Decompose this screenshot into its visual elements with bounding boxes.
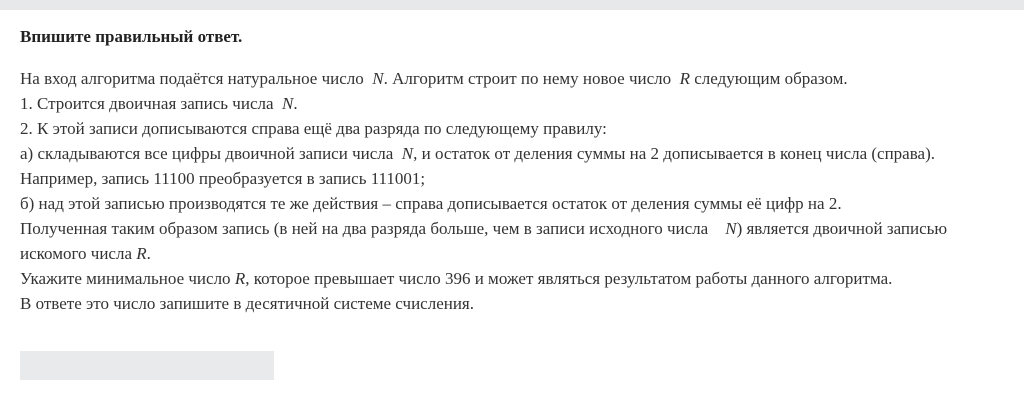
problem-line-9 (20, 266, 1010, 291)
variable-r: R (234, 269, 246, 288)
problem-line-2 (20, 91, 1010, 116)
problem-line-4 (20, 141, 1010, 166)
problem-line-8 (20, 241, 1010, 266)
task-container (20, 26, 1010, 316)
problem-text: . (293, 94, 298, 113)
problem-line-1 (20, 66, 1010, 91)
problem-text: следующим образом. (694, 69, 848, 88)
variable-n: N (282, 94, 294, 113)
problem-text: Укажите минимальное число (20, 269, 231, 288)
problem-text: искомого числа (20, 244, 132, 263)
problem-line-7 (20, 216, 1010, 241)
problem-line-3: 2. К этой записи дописываются справа ещё два разряда по следующему правилу: (20, 119, 607, 138)
problem-text: , которое превышает число 396 и может являться результатом работы данного алгоритма. (245, 269, 893, 288)
problem-text: Полученная таким образом запись (в ней на два разряда больше, чем в записи исходного числа (20, 219, 709, 238)
problem-text: 1. Строится двоичная запись числа (20, 94, 274, 113)
problem-text: а) складываются все цифры двоичной записи числа (20, 144, 394, 163)
problem-text: На вход алгоритма подаётся натуральное число (20, 69, 364, 88)
instruction-heading: Впишите правильный ответ. (20, 27, 243, 46)
problem-text: ) является двоичной записью (736, 219, 948, 238)
variable-r: R (136, 244, 147, 263)
problem-line-5: Например, запись 11100 преобразуется в запись 111001; (20, 169, 426, 188)
variable-n: N (401, 144, 414, 163)
variable-n: N (725, 219, 737, 238)
variable-n: N (372, 69, 384, 88)
top-bar (0, 0, 1024, 10)
problem-text: . (146, 244, 151, 263)
variable-r: R (679, 69, 691, 88)
problem-line-6: б) над этой записью производятся те же действия – справа дописывается остаток от деления суммы её цифр на 2. (20, 194, 842, 213)
answer-input[interactable] (20, 351, 274, 380)
problem-text: . Алгоритм строит по нему новое число (383, 69, 672, 88)
problem-text: , и остаток от деления суммы на 2 дописывается в конец числа (справа). (413, 144, 935, 163)
problem-line-10: В ответе это число запишите в десятичной системе счисления. (20, 294, 475, 313)
